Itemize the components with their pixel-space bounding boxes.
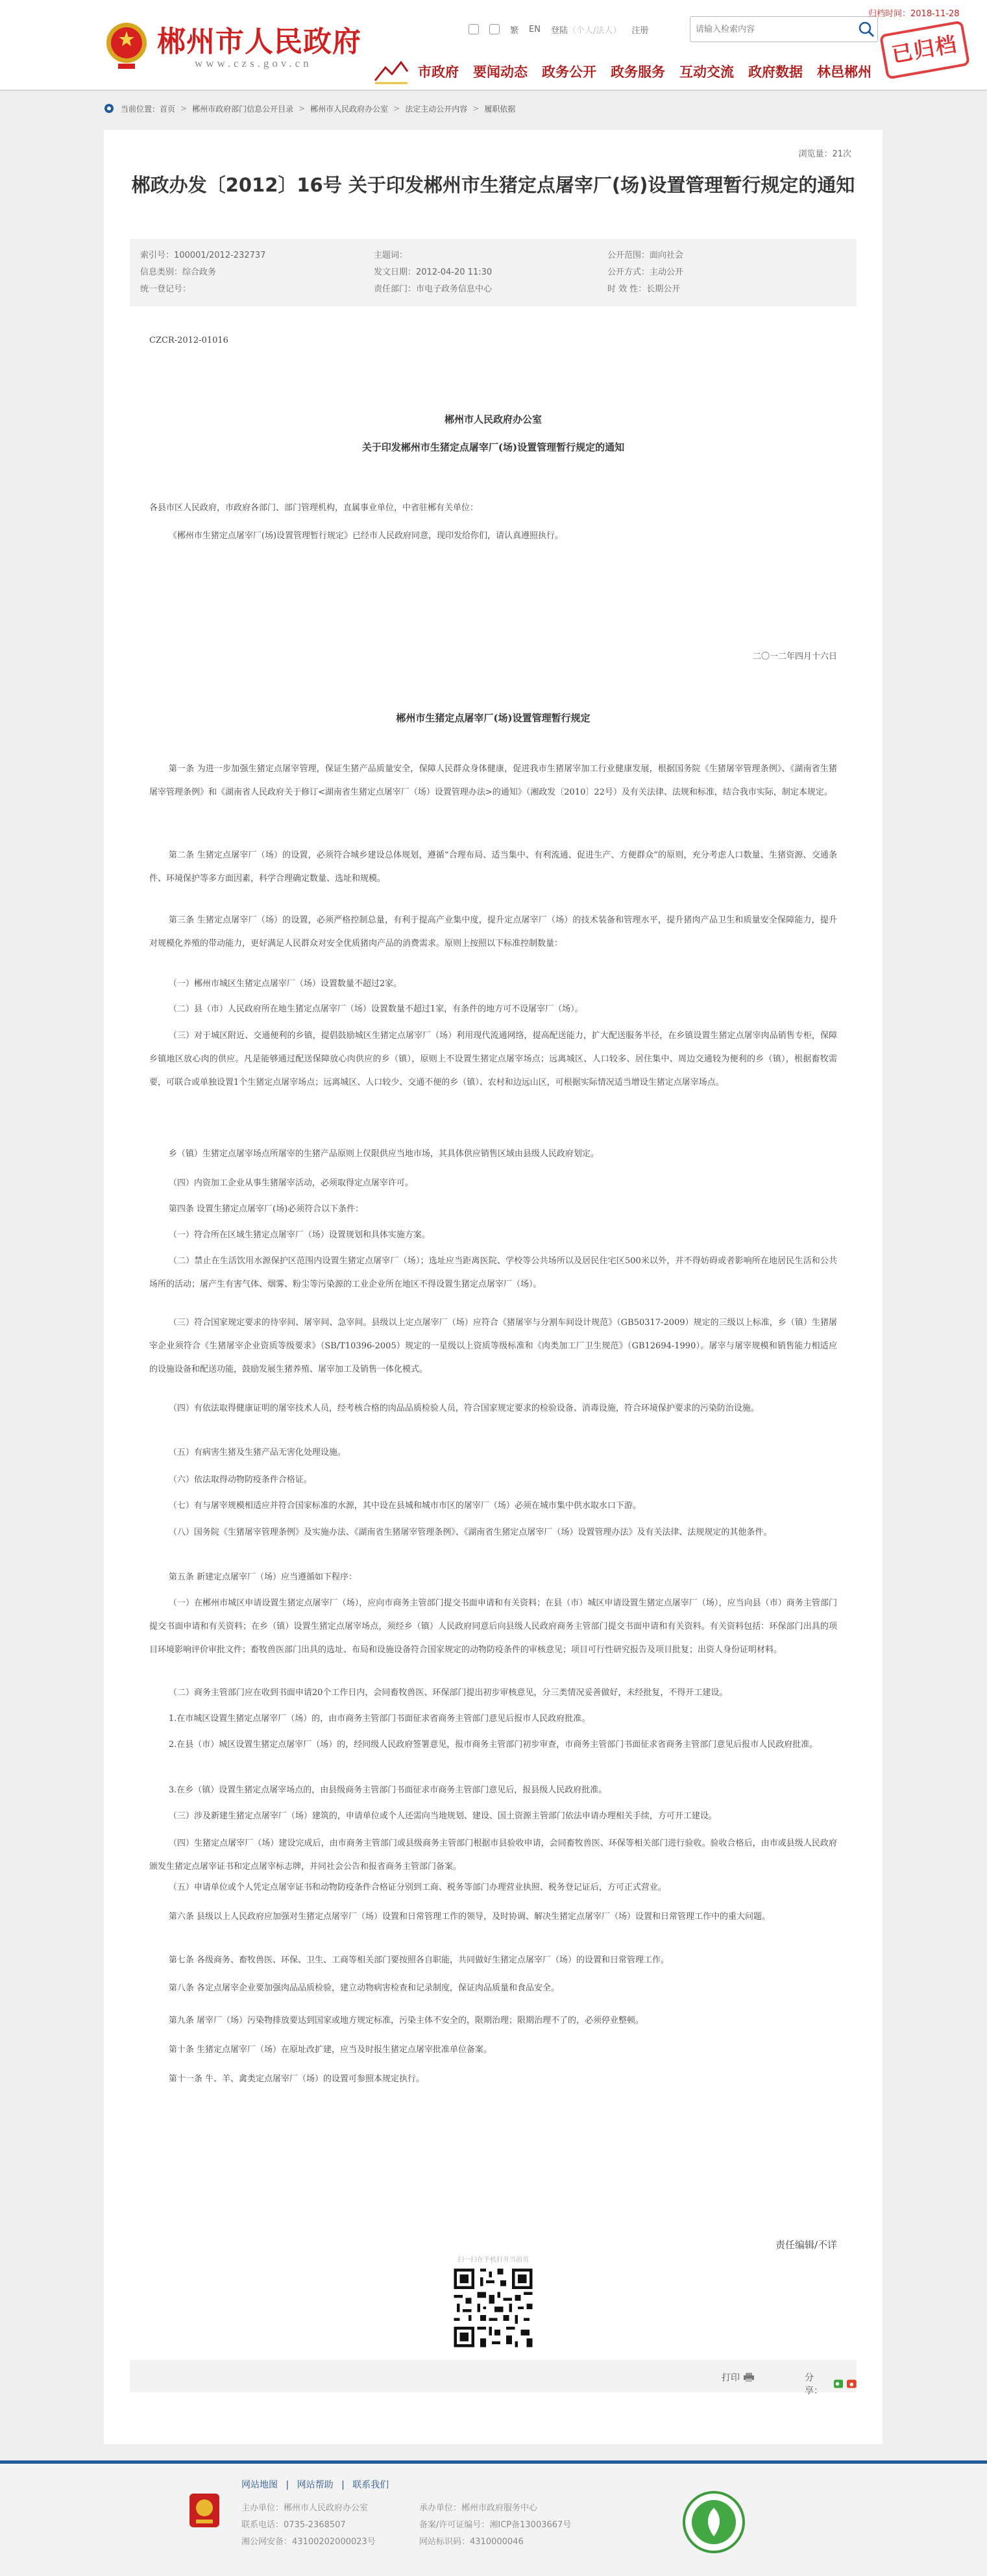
document-metadata [130,239,857,306]
view-count: 浏览量：21次 [798,149,851,159]
main-nav [372,58,886,84]
meta-publish-date: 发文日期：2012-04-20 11:30 [374,267,493,277]
footer-phone: 联系电话：0735-2368507 [241,2520,346,2530]
qr-caption: 扫一扫在手机打开当前页 [457,2257,529,2264]
breadcrumb-separator: > [472,104,480,113]
footer-icp[interactable]: 备案/许可证编号：湘ICP备13003667号 [419,2520,572,2530]
breadcrumb-separator: > [299,104,306,113]
meta-responsible: 责任部门：市电子政务信息中心 [374,284,493,294]
paragraph: 第一条 为进一步加强生猪定点屠宰管理，保证生猪产品质量安全，保障人民群众身体健康，促进我市生猪屠宰加工行业健康发展，根据国务院《生猪屠宰管理条例》、《湖南省生猪屠宰管理条例》和《湖南省人民政府关于修订<湖南省生猪定点屠宰厂（场）设置管理办法>的通知》（湘政发〔2010〕22号）及有关法律、法规和标准，结合我市实际，制定本规定。 [149,764,837,797]
paragraph: 第六条 县级以上人民政府应加强对生猪定点屠宰厂（场）设置和日常管理工作的领导，及时协调、解决生猪定点屠宰厂（场）设置和日常管理工作中的重大问题。 [168,1912,771,1922]
footer-police-record[interactable]: 湘公网安备：43100202000023号 [241,2537,376,2547]
nav-services[interactable]: 政务服务 [611,64,665,80]
paragraph: 第四条 设置生猪定点屠宰厂(场)必须符合以下条件： [168,1204,364,1214]
intro-paragraph: 《郴州市生猪定点屠宰厂(场)设置管理暂行规定》已经市人民政府同意，现印发给你们，请认真遵照执行。 [168,531,564,541]
nav-decoration-icon [372,58,410,84]
print-button[interactable] [722,2371,754,2384]
paragraph: 第三条 生猪定点屠宰厂（场）的设置，必须严格控制总量，有利于提高产业集中度，提升定点屠宰厂（场）的技术装备和管理水平，提升猪肉产品卫生和质量安全保障能力，提升对规模化养殖的带动能力，更好满足人民群众对安全优质猪肉产品的消费需求。原则上按照以下标准控制数量： [149,915,837,948]
page-title: 郴政办发〔2012〕16号 关于印发郴州市生猪定点屠宰厂(场)设置管理暂行规定的通知 [131,174,855,196]
share-toolbar [130,2360,857,2396]
footer-site-code: 网站标识码：4310000046 [419,2537,524,2547]
share-label: 分享： [805,2373,823,2396]
party-government-icon[interactable] [188,2491,221,2530]
nav-city-government[interactable]: 市政府 [418,64,459,80]
breadcrumb-item[interactable]: 郴州市政府部门信息公开目录 [192,104,294,114]
breadcrumb-separator: > [180,104,188,113]
archive-date: 归档时间：2018-11-28 [868,9,960,19]
paragraph: 第二条 生猪定点屠宰厂（场）的设置，必须符合城乡建设总体规划，遵循“合理布局、适当集中、有利流通、促进生产、方便群众”的原则，充分考虑人口数量、生猪资源、交通条件、环境保护等多方面因素，科学合理确定数量、选址和规模。 [149,850,837,884]
paragraph: （六）依法取得动物防疫条件合格证。 [168,1475,312,1485]
search-input[interactable] [696,22,845,36]
archived-stamp: 已归档 [879,20,970,80]
paragraph: 第五条 新建定点屠宰厂（场）应当遵循如下程序： [168,1572,358,1582]
search-box [690,16,878,42]
register-link[interactable]: 注册 [631,25,649,36]
meta-unified-code: 统一登记号： [140,284,191,294]
nav-interaction[interactable]: 互动交流 [679,64,734,80]
paragraph: （八）国务院《生猪屠宰管理条例》及实施办法、《湖南省生猪屠宰管理条例》、《湖南省生猪定点屠宰厂（场）设置管理办法》及有关法律、法规规定的其他条件。 [168,1528,772,1537]
paragraph: （二）县（市）人民政府所在地生猪定点屠宰厂（场）设置数量不超过1家，有条件的地方可不设屠宰厂（场）。 [168,1004,583,1014]
site-header [0,0,987,91]
meta-open-scope: 公开范围：面向社会 [607,251,684,260]
paragraph: （四）有依法取得健康证明的屠宰技术人员，经考核合格的肉品品质检验人员，符合国家规定要求的检验设备、消毒设施，符合环境保护要求的污染防治设施。 [168,1404,759,1413]
national-emblem-icon [104,19,149,71]
document-code: CZCR-2012-01016 [149,336,228,345]
paragraph: 第十一条 牛、羊、禽类定点屠宰厂（场）的设置可参照本规定执行。 [168,2074,425,2084]
article-panel [104,130,883,2444]
site-logo-url: www.czs.gov.cn [195,57,312,69]
accessibility-icon[interactable] [489,24,500,34]
paragraph: （二）禁止在生活饮用水源保护区范围内设置生猪定点屠宰厂（场）；选址应当距离医院、学校等公共场所以及居民住宅区500米以外，并不得妨碍或者影响所在地居民生活和公共场所的活动；屠产生有害气体、烟雾、粉尘等污染源的工业企业所在地区不得设置生猪定点屠宰厂（场）。 [149,1256,837,1289]
paragraph: （四）生猪定点屠宰厂（场）建设完成后，由市商务主管部门或县级商务主管部门根据市县验收申请，会同畜牧兽医、环保等相关部门进行验收。验收合格后，由市或县级人民政府颁发生猪定点屠宰证书和定点屠宰标志牌，并同社会公告和报省商务主管部门备案。 [149,1839,837,1872]
paragraph: 第八条 各定点屠宰企业要加强肉品品质检验，建立动物病害检查和记录制度，保证肉品质量和食品安全。 [168,1983,560,1993]
regulation-title: 郴州市生猪定点屠宰厂(场)设置管理暂行规定 [396,712,591,724]
footer-link-contact[interactable]: 联系我们 [352,2480,389,2490]
nav-government-affairs[interactable]: 政务公开 [542,64,596,80]
print-icon [744,2373,754,2382]
paragraph: （一）郴州市城区生猪定点屠宰厂（场）设置数量不超过2家。 [168,979,402,989]
recipients: 各县市区人民政府，市政府各部门、部门管理机构，直属事业单位，中省驻郴有关单位： [149,503,479,513]
site-logo-title[interactable]: 郴州市人民政府 [157,25,361,58]
paragraph: （一）在郴州市城区申请设置生猪定点屠宰厂（场），应向市商务主管部门提交书面申请和有关资料；在县（市）城区申请设置生猪定点屠宰厂（场），应当向县（市）商务主管部门提交书面申请和有关资料；在乡（镇）设置生猪定点屠宰场点，须经乡（镇）人民政府同意后向县级人民政府商务主管部门提交书面申请和有关资料。有关资料包括：环保部门出具的项目环境影响评价审批文件；畜牧兽医部门出具的选址、布局和设施设备符合国家规定的动物防疫条件的审核意见；项目可行性研究报告及项目批复；出资人身份证明材料。 [149,1598,837,1655]
breadcrumb-label: 当前位置： [121,104,160,114]
paragraph: （三）涉及新建生猪定点屠宰厂（场）建筑的，申请单位或个人还需向当地规划、建设、国土资源主管部门依法申请办理相关手续，方可开工建设。 [168,1811,717,1821]
search-icon[interactable] [858,21,875,38]
paragraph: （七）有与屠宰规模相适应并符合国家标准的水源，其中设在县城和城市市区的屠宰厂（场）必须在城市集中供水取水口下游。 [168,1501,641,1511]
paragraph: 3.在乡（镇）设置生猪定点屠宰场点的，由县级商务主管部门书面征求市商务主管部门意见后，报县级人民政府批准。 [168,1785,607,1795]
footer-info-right [419,2500,571,2551]
paragraph: 2.在县（市）城区设置生猪定点屠宰厂（场）的，经同级人民政府签署意见，报市商务主管部门初步审查，市商务主管部门书面征求省商务主管部门意见后报市人民政府批准。 [168,1740,818,1750]
site-footer [0,2460,987,2576]
paragraph: 第九条 屠宰厂（场）污染物排放要达到国家或地方规定标准，污染主体不安全的，限期治理；限期治理不了的，必须停业整顿。 [168,2016,644,2025]
paragraph: （一）符合所在区域生猪定点屠宰厂（场）设置规划和具体实施方案。 [168,1230,430,1240]
footer-link-help[interactable]: 网站帮助 [297,2480,334,2490]
breadcrumb-item[interactable]: 首页 [160,104,176,114]
paragraph: （三）对于城区附近、交通便利的乡镇，提倡鼓励城区生猪定点屠宰厂（场）利用现代流通网络，提高配送能力，扩大配送服务半径，在乡镇设置生猪定点屠宰肉品销售专柜，保障乡镇地区放心肉的供应。凡是能够通过配送保障放心肉供应的乡（镇），原则上不设置生猪定点屠宰场点；远离城区、人口较多、居住集中、周边交通较为便利的乡（镇），根据畜牧需要，可联合或单独设置1个生猪定点屠宰场点；远离城区、人口较少、交通不便的乡（镇）、农村和边远山区，可根据实际情况适当增设生猪定点屠宰场点。 [149,1031,837,1087]
paragraph: 1.在市城区设置生猪定点屠宰厂（场）的，由市商务主管部门书面征求省商务主管部门意见后报市人民政府批准。 [168,1714,591,1724]
paragraph: （五）有病害生猪及生猪产品无害化处理设施。 [168,1448,346,1457]
meta-index-no: 索引号：100001/2012-232737 [140,251,266,260]
qr-code-icon [451,2266,535,2350]
login-label: 登陆 [550,25,568,36]
nav-government-data[interactable]: 政府数据 [748,64,803,80]
paragraph: 第七条 各级商务、畜牧兽医、环保、卫生、工商等相关部门要按照各自职能，共同做好生猪定点屠宰厂（场）的设置和日常管理工作。 [168,1955,670,1965]
footer-organizer: 承办单位：郴州市政府服务中心 [419,2503,538,2513]
top-utility-bar [469,21,659,38]
nav-news[interactable]: 要闻动态 [473,64,528,80]
breadcrumb-item[interactable]: 履职依据 [484,104,516,114]
nav-linyi-chenzhou[interactable]: 林邑郴州 [817,64,871,80]
login-link[interactable] [551,23,621,36]
footer-link-sitemap[interactable]: 网站地图 [241,2480,278,2490]
footer-separator: | [286,2480,289,2490]
sign-date: 二〇一二年四月十六日 [752,652,837,662]
footer-host: 主办单位：郴州市人民政府办公室 [241,2503,369,2513]
responsible-editor: 责任编辑/不详 [775,2239,837,2251]
paragraph: （五）申请单位或个人凭定点屠宰证书和动物防疫条件合格证分别到工商、税务等部门办理营业执照、税务登记证后，方可正式营业。 [168,1883,666,1892]
breadcrumb-item[interactable]: 郴州市人民政府办公室 [310,104,389,114]
mobile-icon[interactable] [469,24,479,34]
paragraph: 乡（镇）生猪定点屠宰场点所屠宰的生猪产品原则上仅限供应当地市场，其具体供应销售区域由县级人民政府划定。 [168,1149,599,1159]
breadcrumb-item[interactable]: 法定主动公开内容 [405,104,468,114]
government-site-badge-icon[interactable] [681,2490,746,2555]
meta-validity: 时 效 性：长期公开 [607,284,681,294]
breadcrumb [104,100,883,117]
login-username-hint: （个人/法人） [567,25,622,36]
print-label: 打印 [722,2373,740,2383]
traditional-chinese-link[interactable]: 繁 [510,25,519,36]
weibo-icon[interactable] [847,2379,857,2388]
paragraph: 第十条 生猪定点屠宰厂（场）在原址改扩建，应当及时报生猪定点屠宰批准单位备案。 [168,2045,493,2055]
notice-title: 关于印发郴州市生猪定点屠宰厂(场)设置管理暂行规定的通知 [361,441,625,453]
paragraph: （四）内资加工企业从事生猪屠宰活动，必须取得定点屠宰许可。 [168,1178,413,1188]
meta-category: 信息类别：综合政务 [140,267,217,277]
paragraph: （二）商务主管部门应在收到书面申请20个工作日内，会同畜牧兽医、环保部门提出初步审核意见，分三类情况妥善做好，未经批复，不得开工建设。 [168,1688,728,1698]
wechat-icon[interactable] [834,2379,844,2388]
footer-links [241,2478,394,2491]
location-icon [104,103,114,114]
english-link[interactable]: EN [529,24,541,34]
footer-separator: | [341,2480,345,2490]
share-area [805,2371,857,2397]
meta-subject: 主题词： [374,251,408,260]
footer-info-left [241,2500,376,2551]
issuer: 郴州市人民政府办公室 [444,414,542,425]
paragraph: （三）符合国家规定要求的待宰间、屠宰间、急宰间。县级以上定点屠宰厂（场）应符合《猪屠宰与分割车间设计规范》（GB50317-2009）规定的三级以上标准，乡（镇）生猪屠宰企业须符合《生猪屠宰企业资质等级要求》（SB/T10396-2005）规定的一星级以上资质等级标准和《肉类加工厂卫生规范》（GB12694-1990）。屠宰与屠宰规模和销售能力相适应的设施设备和配送功能，鼓励发展生猪养殖、屠宰加工及销售一体化模式。 [149,1318,837,1374]
meta-open-method: 公开方式：主动公开 [607,267,684,277]
breadcrumb-separator: > [393,104,400,113]
